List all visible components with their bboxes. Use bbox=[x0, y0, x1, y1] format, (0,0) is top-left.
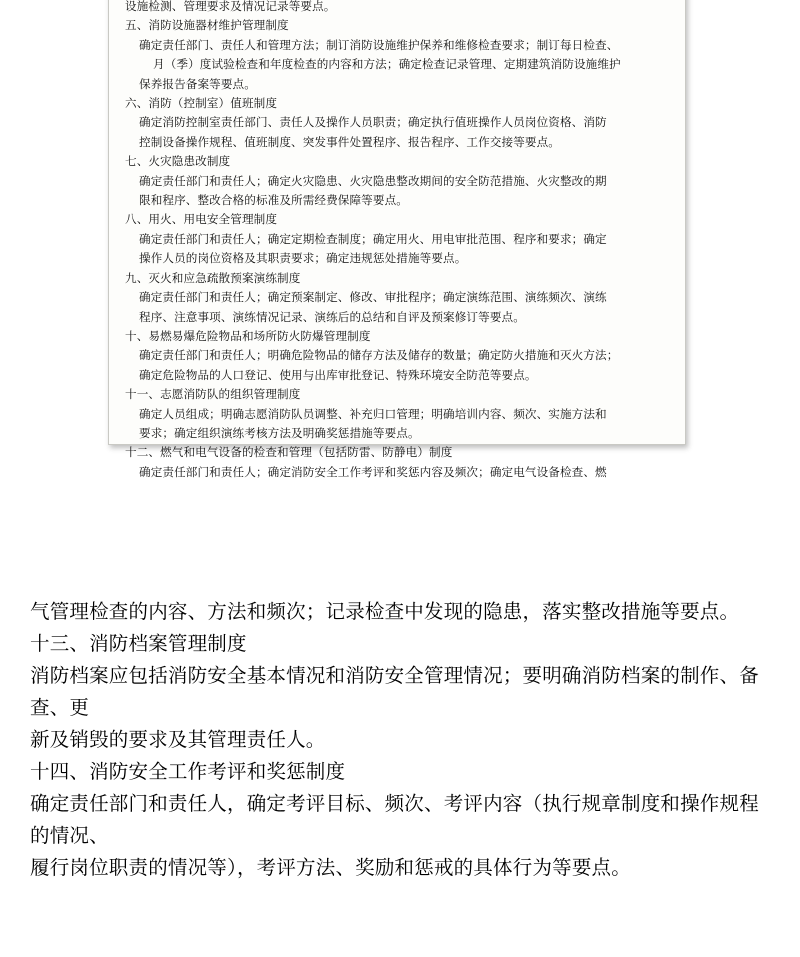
document-body-text bbox=[30, 596, 778, 884]
scan-line: 五、消防设施器材维护管理制度 bbox=[125, 19, 289, 33]
scanned-document-text bbox=[109, 0, 685, 492]
scan-line: 要求；确定组织演练考核方法及明确奖惩措施等要点。 bbox=[139, 426, 420, 440]
scan-line: 确定人员组成；明确志愿消防队员调整、补充归口管理；明确培训内容、频次、实施方法和 bbox=[139, 407, 607, 421]
scan-line: 月（季）度试验检查和年度检查的内容和方法；确定检查记录管理、定期建筑消防设施维护 bbox=[153, 58, 621, 72]
scan-line: 确定责任部门、责任人和管理方法；制订消防设施维护保养和维修检查要求；制订每日检查、 bbox=[139, 38, 619, 52]
scan-line: 确定责任部门和责任人；明确危险物品的储存方法及储存的数量；确定防火措施和灭火方法； bbox=[139, 349, 619, 363]
scan-line: 确定危险物品的人口登记、使用与出库审批登记、特殊环境安全防范等要点。 bbox=[139, 368, 537, 382]
scan-line: 确定消防控制室责任部门、责任人及操作人员职责；确定执行值班操作人员岗位资格、消防 bbox=[139, 116, 607, 130]
scan-line: 确定责任部门和责任人；确定定期检查制度；确定用火、用电审批范围、程序和要求；确定 bbox=[139, 232, 607, 246]
scan-line: 确定责任部门和责任人；确定预案制定、修改、审批程序；确定演练范围、演练频次、演练 bbox=[139, 291, 607, 305]
body-line: 十四、消防安全工作考评和奖惩制度 bbox=[30, 761, 346, 783]
scan-line: 六、消防（控制室）值班制度 bbox=[125, 97, 278, 111]
scan-line: 确定责任部门和责任人；确定火灾隐患、火灾隐患整改期间的安全防范措施、火灾整改的期 bbox=[139, 174, 607, 188]
scanned-document-image bbox=[108, 0, 686, 479]
body-line: 气管理检查的内容、方法和频次；记录检查中发现的隐患，落实整改措施等要点。 bbox=[30, 601, 740, 623]
scan-line: 程序、注意事项、演练情况记录、演练后的总结和自评及预案修订等要点。 bbox=[139, 310, 525, 324]
scan-line: 十、易燃易爆危险物品和场所防火防爆管理制度 bbox=[125, 329, 371, 343]
body-line: 十三、消防档案管理制度 bbox=[30, 633, 247, 655]
scan-line: 限和程序、整改合格的标准及所需经费保障等要点。 bbox=[139, 194, 408, 208]
body-line: 消防档案应包括消防安全基本情况和消防安全管理情况；要明确消防档案的制作、备查、更 bbox=[30, 665, 759, 719]
scan-line: 十一、志愿消防队的组织管理制度 bbox=[125, 388, 301, 402]
scan-line: 确定责任部门和责任人；确定消防安全工作考评和奖惩内容及频次；确定电气设备检查、燃 bbox=[139, 465, 607, 479]
body-line: 新及销毁的要求及其管理责任人。 bbox=[30, 729, 326, 751]
scan-line: 操作人员的岗位资格及其职责要求；确定违规惩处措施等要点。 bbox=[139, 252, 467, 266]
scan-line: 保养报告备案等要点。 bbox=[139, 77, 256, 91]
body-line: 履行岗位职责的情况等），考评方法、奖励和惩戒的具体行为等要点。 bbox=[30, 857, 631, 879]
scan-line: 九、灭火和应急疏散预案演练制度 bbox=[125, 271, 301, 285]
body-line: 确定责任部门和责任人，确定考评目标、频次、考评内容（执行规章制度和操作规程的情况、 bbox=[30, 793, 759, 847]
scan-line: 设施检测、管理要求及情况记录等要点。 bbox=[125, 0, 336, 13]
scan-line: 十二、燃气和电气设备的检查和管理（包括防雷、防静电）制度 bbox=[125, 446, 453, 460]
scan-line: 七、火灾隐患改制度 bbox=[125, 155, 231, 169]
scan-line: 控制设备操作规程、值班制度、突发事件处置程序、报告程序、工作交接等要点。 bbox=[139, 135, 560, 149]
scan-line: 八、用火、用电安全管理制度 bbox=[125, 213, 278, 227]
